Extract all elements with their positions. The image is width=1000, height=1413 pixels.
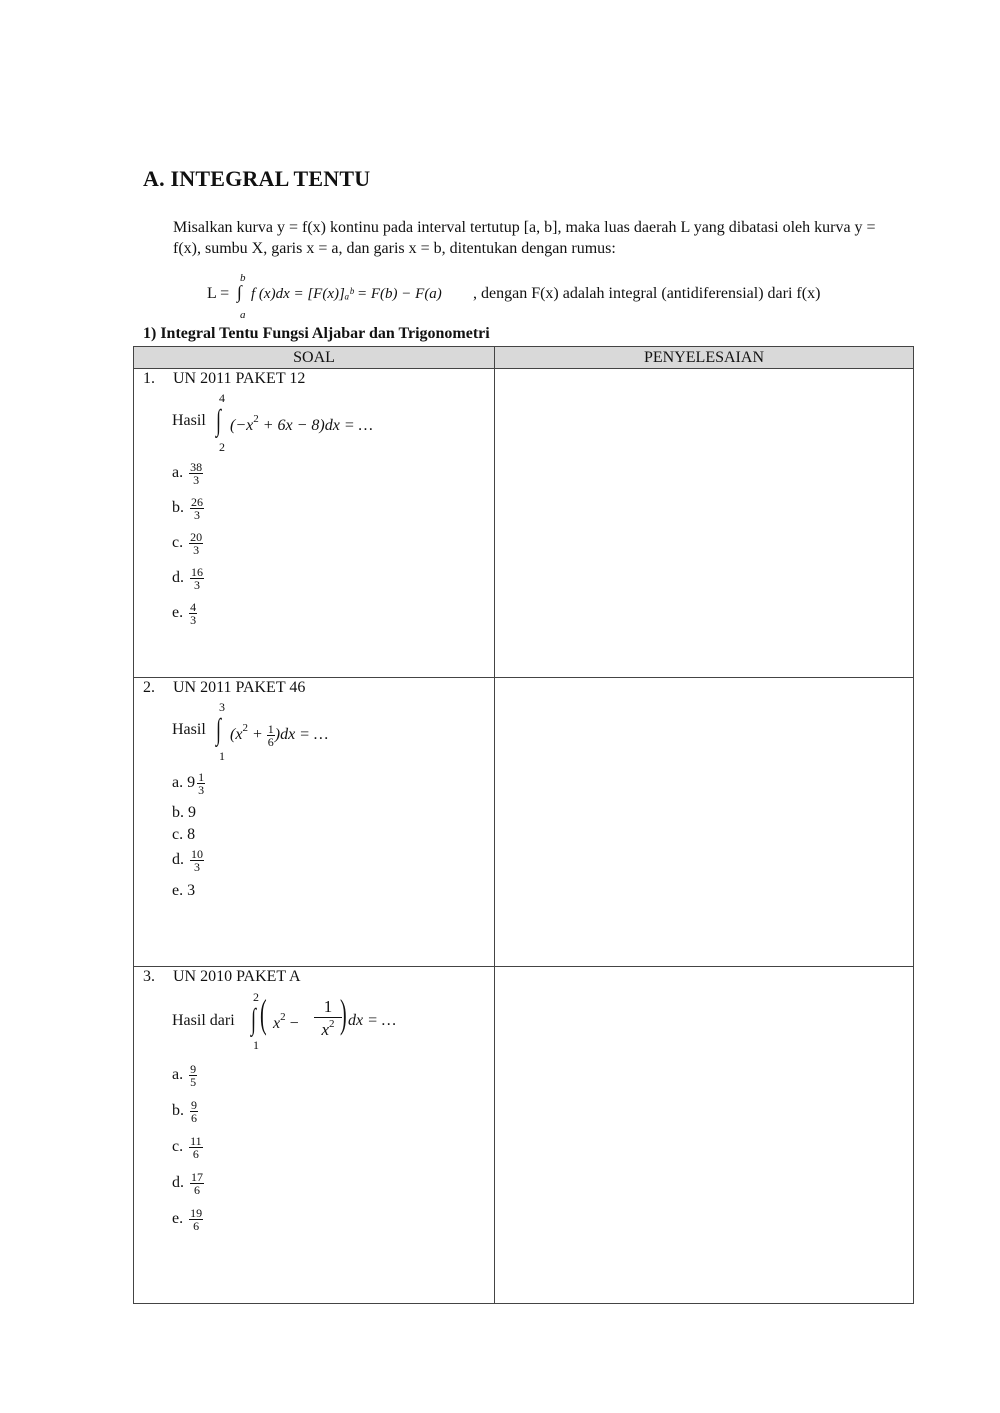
integrand-tail: dx = … xyxy=(348,1012,397,1029)
formula-lower-limit: a xyxy=(240,309,246,321)
question-prompt: Hasil dari xyxy=(172,1012,235,1029)
upper-limit: 4 xyxy=(219,391,225,405)
right-paren-icon: ) xyxy=(340,991,347,1036)
option-d: d. $\frac{17}{6}$ xyxy=(172,1170,203,1197)
option-e: e. 3 xyxy=(172,882,196,899)
table-header-row xyxy=(134,347,914,369)
upper-limit: 3 xyxy=(219,700,225,714)
question-prompt: Hasil xyxy=(172,412,206,429)
left-paren-icon: ( xyxy=(260,991,267,1036)
formula-suffix: , dengan F(x) adalah integral (antidiferensial) dari f(x) xyxy=(473,285,821,302)
integrand: $(-x^2 + 6x - 8)dx$ = … xyxy=(230,413,373,434)
answer-cell[interactable] xyxy=(495,678,914,967)
intro-paragraph: Misalkan kurva y = f(x) kontinu pada interval tertutup [a, b], maka luas daerah L yang dibatasi oleh kurva y = f(x), sumbu X, garis x = a, dan garis x = b, ditentukan dengan rumus: xyxy=(173,219,876,257)
option-b: b. $\frac{26}{3}$ xyxy=(172,495,203,522)
question-cell xyxy=(134,678,495,967)
integral-sign-icon: ∫ xyxy=(216,404,221,437)
question-cell xyxy=(134,967,495,1304)
option-c: c. $\frac{20}{3}$ xyxy=(172,530,203,557)
question-cell xyxy=(134,369,495,678)
option-b: b. 9 xyxy=(172,804,196,821)
question-source: 2. UN 2011 PAKET 46 xyxy=(143,679,306,696)
formula-lhs: L = xyxy=(207,285,230,302)
lower-limit: 2 xyxy=(219,440,225,454)
integral-sign-icon: ∫ xyxy=(237,282,242,302)
subheading: 1) Integral Tentu Fungsi Aljabar dan Trigonometri xyxy=(143,325,490,342)
lower-limit: 1 xyxy=(253,1038,259,1052)
upper-limit: 2 xyxy=(253,990,259,1004)
integrand-term: $x^2$ − xyxy=(273,1011,299,1032)
problem-table xyxy=(133,346,914,1304)
header-soal: SOAL xyxy=(134,347,495,369)
table-row xyxy=(134,678,914,967)
formula-expression: f (x)dx = [F(x)]ₐᵇ = F(b) − F(a) xyxy=(251,286,442,302)
option-b: b. $\frac{9}{6}$ xyxy=(172,1098,197,1125)
answer-cell[interactable] xyxy=(495,369,914,678)
header-penyelesaian: PENYELESAIAN xyxy=(495,347,914,369)
question-source: 3. UN 2010 PAKET A xyxy=(143,968,301,985)
integral-sign-icon: ∫ xyxy=(216,713,221,746)
answer-cell[interactable] xyxy=(495,967,914,1304)
question-source: 1. UN 2011 PAKET 12 xyxy=(143,370,306,387)
option-a: a. $\frac{9}{5}$ xyxy=(172,1062,197,1089)
integrand: ($x^2$ + $\frac{1}{6}$ )dx = … xyxy=(230,721,329,749)
option-e: e. $\frac{4}{3}$ xyxy=(172,600,197,627)
option-d: d. $\frac{10}{3}$ xyxy=(172,847,203,874)
option-e: e. $\frac{19}{6}$ xyxy=(172,1206,203,1233)
table-row xyxy=(134,967,914,1304)
option-c: c. 8 xyxy=(172,826,196,843)
integral-sign-icon: ∫ xyxy=(251,1003,256,1036)
option-a: a. $\frac{38}{3}$ xyxy=(172,460,203,487)
option-d: d. $\frac{16}{3}$ xyxy=(172,565,203,592)
option-c: c. $\frac{11}{6}$ xyxy=(172,1134,202,1161)
integrand-fraction: 1 $x^2$ xyxy=(314,997,342,1040)
section-title: A. INTEGRAL TENTU xyxy=(143,166,371,191)
question-prompt: Hasil xyxy=(172,721,206,738)
formula-upper-limit: b xyxy=(240,272,246,284)
lower-limit: 1 xyxy=(219,749,225,763)
table-row xyxy=(134,369,914,678)
option-a: a. 9 $\frac{1}{3}$ xyxy=(172,770,205,797)
